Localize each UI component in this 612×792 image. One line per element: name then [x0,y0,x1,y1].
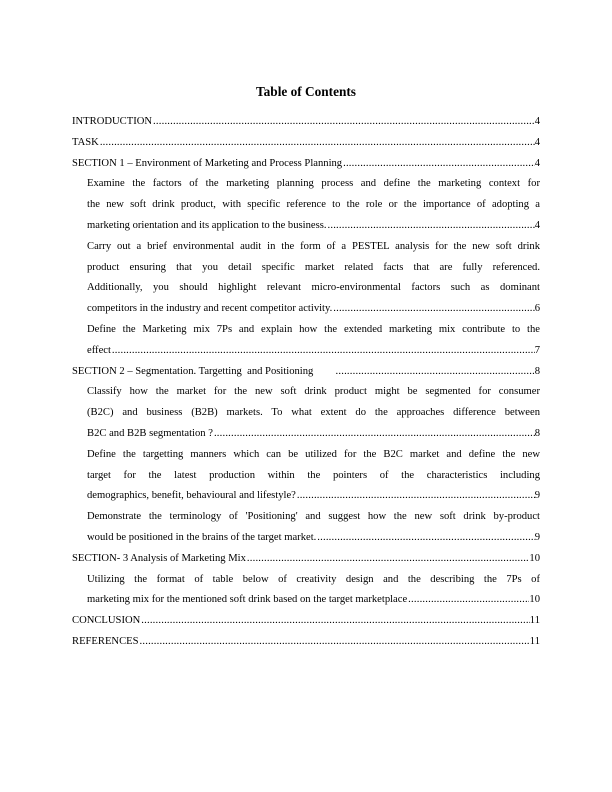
toc-entry-label: competitors in the industry and recent competitor activity. [87,303,333,315]
toc-entry-line [87,341,540,362]
dot-leader [111,341,535,362]
toc-page-number: 4 [534,219,540,231]
toc-entry-line [87,590,540,611]
toc-entry-label: CONCLUSION [72,615,141,627]
toc-entry-conclusion[interactable] [72,611,540,632]
toc-entry-label: would be positioned in the brains of the target market. [87,531,317,543]
toc-entry-references[interactable] [72,632,540,653]
toc-entry-section-3-7ps[interactable] [72,570,540,612]
toc-entry-label: SECTION 1 – Environment of Marketing and Process Planning [72,157,343,169]
toc-page-number: 9 [534,490,540,502]
toc-entry-label: TASK [72,136,99,148]
toc-entry-label: SECTION- 3 Analysis of Marketing Mix [72,552,246,564]
toc-entry-section-2-positioning[interactable] [72,507,540,549]
dot-leader [152,112,535,133]
toc-page-number: 6 [534,303,540,315]
toc-entry-line: target for the latest production within the pointers of the characteristics including [87,469,540,481]
toc-page-number: 10 [529,594,540,606]
toc-entry-section-1-marketing-mix[interactable] [72,320,540,362]
toc-page-number: 10 [529,552,540,564]
toc-entry-line: Utilizing the format of table below of creativity design and the describing the 7Ps of [87,573,540,585]
toc-entry-line [87,216,540,237]
dot-leader [335,362,535,383]
dot-leader [327,216,535,237]
toc-entry-section-2[interactable] [72,362,540,383]
toc-entry-line: product ensuring that you detail specific market related facts that are fully referenced. [87,261,540,273]
toc-entry-line: the new soft drink product, with specific reference to the role or the importance of adopting a [87,199,540,211]
toc-entry-line [87,424,540,445]
dot-leader [296,486,535,507]
toc-entry-line: Define the targetting manners which can be utilized for the B2C market and define the new [87,448,540,460]
toc-entry-line: Define the Marketing mix 7Ps and explain how the extended marketing mix contribute to the [87,323,540,335]
dot-leader [213,424,535,445]
toc-entry-section-1[interactable] [72,154,540,175]
toc-entry-label: effect [87,344,111,356]
dot-leader [246,549,530,570]
toc-page-number: 8 [534,427,540,439]
dot-leader [99,133,535,154]
toc-entry-line: Classify how the market for the new soft drink product might be segmented for consumer [87,386,540,398]
toc-entry-section-2-targeting[interactable] [72,445,540,507]
dot-leader [407,590,529,611]
toc-page-number: 4 [534,116,540,127]
toc-entry-section-2-segmentation[interactable] [72,382,540,444]
toc-entry-line: Examine the factors of the marketing planning process and define the marketing context for [87,178,540,190]
dot-leader [139,632,530,653]
toc-entry-line: Demonstrate the terminology of 'Positioning' and suggest how the new soft drink by-product [87,511,540,523]
toc-entry-line: (B2C) and business (B2B) markets. To what extent do the approaches difference between [87,407,540,419]
dot-leader [332,299,534,320]
toc-page-number: 11 [529,635,540,647]
toc-entry-section-1-pestel[interactable] [72,237,540,320]
toc-entry-label: marketing orientation and its application to the business. [87,219,327,231]
toc-entry-introduction[interactable] [72,112,540,133]
dot-leader [140,611,530,632]
toc-page-number: 7 [534,344,540,356]
toc-entry-section-3[interactable] [72,549,540,570]
toc-entry-line [87,528,540,549]
toc-entry-label: demographics, benefit, behavioural and lifestyle? [87,490,296,502]
dot-leader [316,528,534,549]
page-title: Table of Contents [256,84,356,99]
toc-page-number: 9 [534,531,540,543]
toc-entry-label: B2C and B2B segmentation ? [87,427,213,439]
toc-entry-label: marketing mix for the mentioned soft drink based on the target marketplace [87,594,408,606]
toc-entry-task[interactable] [72,133,540,154]
toc-entry-section-1-marketing-planning[interactable] [72,174,540,236]
toc-entry-label: INTRODUCTION [72,116,153,127]
table-of-contents [72,112,540,653]
toc-entry-label: REFERENCES [72,635,139,647]
dot-leader [342,154,535,175]
toc-page-number: 8 [534,365,540,377]
toc-page-number: 11 [529,615,540,627]
toc-page-number: 4 [534,157,540,169]
toc-entry-line [87,486,540,507]
toc-entry-line [87,299,540,320]
toc-entry-line: Carry out a brief environmental audit in the form of a PESTEL analysis for the new soft drink [87,240,540,252]
toc-entry-line: Additionally, you should highlight relevant micro-environmental factors such as dominant [87,282,540,294]
toc-entry-label: SECTION 2 – Segmentation. Targetting and Positioning [72,365,335,377]
toc-page-number: 4 [534,136,540,148]
